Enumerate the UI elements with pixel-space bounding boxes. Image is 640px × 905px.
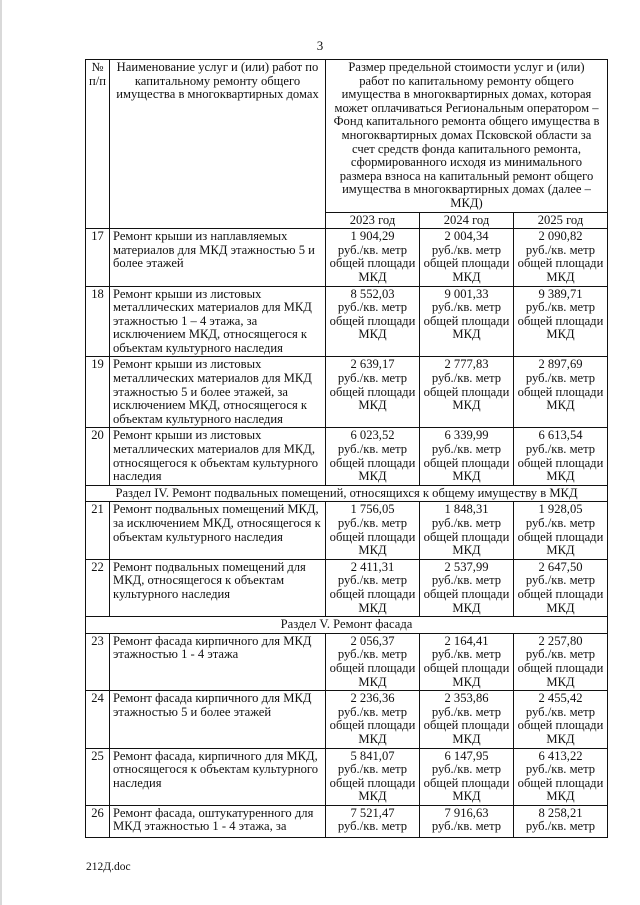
header-year: 2023 год <box>326 212 420 229</box>
section-row <box>86 485 608 502</box>
row-number: 26 <box>86 805 110 837</box>
price-unit: руб./кв. метр общей площади МКД <box>329 516 416 558</box>
work-name: Ремонт крыши из наплавляемых материалов для МКД этажностью 5 и более этажей <box>110 229 326 286</box>
price-unit: руб./кв. метр общей площади МКД <box>329 371 416 413</box>
price-value: 1 756,05 <box>350 502 395 517</box>
price-cell <box>420 428 514 485</box>
header-year: 2024 год <box>420 212 514 229</box>
price-cell <box>326 357 420 428</box>
price-unit: руб./кв. метр общей площади МКД <box>423 704 510 746</box>
price-unit: руб./кв. метр общей площади МКД <box>329 242 416 284</box>
price-cell <box>514 229 608 286</box>
price-value: 6 339,99 <box>444 428 489 443</box>
price-value: 6 413,22 <box>538 748 583 763</box>
price-value: 9 389,71 <box>538 286 583 301</box>
price-unit: руб./кв. метр общей площади МКД <box>517 573 604 615</box>
price-value: 2 164,41 <box>444 633 489 648</box>
price-value: 2 537,99 <box>444 559 489 574</box>
work-name: Ремонт крыши из листовых металлических материалов для МКД, относящегося к объектам культурного наследия <box>110 428 326 485</box>
row-number: 21 <box>86 502 110 559</box>
price-cell <box>420 559 514 616</box>
price-value: 2 353,86 <box>444 691 489 706</box>
work-name: Ремонт подвальных помещений для МКД, относящегося к объектам культурного наследия <box>110 559 326 616</box>
price-unit: руб./кв. метр общей площади МКД <box>517 371 604 413</box>
row-number: 23 <box>86 633 110 690</box>
price-value: 1 848,31 <box>444 502 489 517</box>
price-value: 2 056,37 <box>350 633 395 648</box>
price-value: 1 904,29 <box>350 229 395 244</box>
price-value: 1 928,05 <box>538 502 583 517</box>
price-unit: руб./кв. метр общей площади МКД <box>517 442 604 484</box>
table-row <box>86 502 608 559</box>
price-value: 2 777,83 <box>444 357 489 372</box>
scan-edge <box>0 0 2 905</box>
price-cell <box>514 502 608 559</box>
price-unit: руб./кв. метр общей площади МКД <box>517 647 604 689</box>
row-number: 25 <box>86 748 110 805</box>
price-unit: руб./кв. метр <box>431 819 502 834</box>
price-value: 2 455,42 <box>538 691 583 706</box>
price-cell <box>326 428 420 485</box>
price-cell <box>326 805 420 837</box>
row-number: 19 <box>86 357 110 428</box>
price-cell <box>326 748 420 805</box>
price-unit: руб./кв. метр общей площади МКД <box>517 242 604 284</box>
table-row <box>86 357 608 428</box>
price-value: 6 023,52 <box>350 428 395 443</box>
price-unit: руб./кв. метр общей площади МКД <box>517 300 604 342</box>
row-number: 18 <box>86 286 110 357</box>
price-unit: руб./кв. метр общей площади МКД <box>423 762 510 804</box>
price-cell <box>514 428 608 485</box>
work-name: Ремонт подвальных помещений МКД, за исключением МКД, относящегося к объектам культурного наследия <box>110 502 326 559</box>
price-value: 8 552,03 <box>350 286 395 301</box>
price-cell <box>420 502 514 559</box>
table-row <box>86 691 608 748</box>
price-cell <box>420 805 514 837</box>
cost-table <box>85 59 608 838</box>
row-number: 20 <box>86 428 110 485</box>
price-value: 2 004,34 <box>444 229 489 244</box>
price-cell <box>420 633 514 690</box>
price-cell <box>514 286 608 357</box>
header-num <box>86 60 110 229</box>
price-cell <box>326 502 420 559</box>
row-number: 24 <box>86 691 110 748</box>
price-value: 5 841,07 <box>350 748 395 763</box>
price-cell <box>514 691 608 748</box>
price-cell <box>514 559 608 616</box>
price-unit: руб./кв. метр <box>525 819 596 834</box>
header-num-line: п/п <box>89 73 106 88</box>
work-name: Ремонт фасада кирпичного для МКД этажностью 1 - 4 этажа <box>110 633 326 690</box>
price-unit: руб./кв. метр общей площади МКД <box>423 300 510 342</box>
row-number: 22 <box>86 559 110 616</box>
table-row <box>86 805 608 837</box>
table-row <box>86 748 608 805</box>
header-num-line: № <box>91 60 104 74</box>
table-row <box>86 559 608 616</box>
footer-filename: 212Д.doc <box>86 861 131 873</box>
price-value: 2 639,17 <box>350 357 395 372</box>
price-unit: руб./кв. метр общей площади МКД <box>517 516 604 558</box>
table-header-row <box>86 60 608 213</box>
price-unit: руб./кв. метр общей площади МКД <box>423 647 510 689</box>
price-value: 2 647,50 <box>538 559 583 574</box>
header-cost: Размер предельной стоимости услуг и (или) работ по капитальному ремонту общего имущества в многоквартирных домах, которая может оплачиваться Региональным оператором – Фонд капитального ремонта общего имущества в многоквартирных домах Псковской области за счет средств фонда капитального ремонта, сформированного исходя из минимального размера взноса на капитальный ремонт общего имущества в многоквартирных домах (далее – МКД) <box>326 60 608 213</box>
price-value: 2 257,80 <box>538 633 583 648</box>
price-unit: руб./кв. метр общей площади МКД <box>517 704 604 746</box>
section-title: Раздел IV. Ремонт подвальных помещений, относящихся к общему имуществу в МКД <box>86 485 608 502</box>
price-cell <box>326 229 420 286</box>
price-value: 2 236,36 <box>350 691 395 706</box>
work-name: Ремонт крыши из листовых металлических материалов для МКД этажностью 1 – 4 этажа, за исключением МКД, относящегося к объектам культурного наследия <box>110 286 326 357</box>
price-cell <box>420 691 514 748</box>
table-row <box>86 428 608 485</box>
price-cell <box>420 357 514 428</box>
price-cell <box>420 229 514 286</box>
price-value: 2 897,69 <box>538 357 583 372</box>
work-name: Ремонт крыши из листовых металлических материалов для МКД этажностью 5 и более этажей, за исключением МКД, относящегося к объектам культурного наследия <box>110 357 326 428</box>
row-number: 17 <box>86 229 110 286</box>
price-unit: руб./кв. метр общей площади МКД <box>423 573 510 615</box>
price-cell <box>514 633 608 690</box>
price-unit: руб./кв. метр общей площади МКД <box>423 242 510 284</box>
price-unit: руб./кв. метр общей площади МКД <box>329 300 416 342</box>
price-value: 6 147,95 <box>444 748 489 763</box>
table-row <box>86 286 608 357</box>
price-unit: руб./кв. метр общей площади МКД <box>423 516 510 558</box>
price-cell <box>326 691 420 748</box>
page-number: 3 <box>316 38 324 53</box>
price-unit: руб./кв. метр общей площади МКД <box>329 573 416 615</box>
section-row <box>86 617 608 634</box>
price-unit: руб./кв. метр общей площади МКД <box>423 442 510 484</box>
price-cell <box>514 805 608 837</box>
price-unit: руб./кв. метр общей площади МКД <box>423 371 510 413</box>
price-value: 2 411,31 <box>350 559 395 574</box>
price-value: 9 001,33 <box>444 286 489 301</box>
price-value: 6 613,54 <box>538 428 583 443</box>
price-cell <box>326 559 420 616</box>
price-unit: руб./кв. метр общей площади МКД <box>329 762 416 804</box>
price-unit: руб./кв. метр <box>337 819 408 834</box>
price-cell <box>514 357 608 428</box>
work-name: Ремонт фасада, оштукатуренного для МКД этажностью 1 - 4 этажа, за <box>110 805 326 837</box>
work-name: Ремонт фасада, кирпичного для МКД, относящегося к объектам культурного наследия <box>110 748 326 805</box>
price-value: 8 258,21 <box>538 805 583 820</box>
price-cell <box>326 633 420 690</box>
price-unit: руб./кв. метр общей площади МКД <box>329 442 416 484</box>
section-title: Раздел V. Ремонт фасада <box>86 617 608 634</box>
price-cell <box>420 286 514 357</box>
price-value: 2 090,82 <box>538 229 583 244</box>
price-value: 7 916,63 <box>444 805 489 820</box>
price-cell <box>420 748 514 805</box>
price-unit: руб./кв. метр общей площади МКД <box>329 704 416 746</box>
price-unit: руб./кв. метр общей площади МКД <box>517 762 604 804</box>
header-year: 2025 год <box>514 212 608 229</box>
table-row <box>86 229 608 286</box>
table-row <box>86 633 608 690</box>
price-cell <box>326 286 420 357</box>
header-name: Наименование услуг и (или) работ по капитальному ремонту общего имущества в многоквартирных домах <box>110 60 326 229</box>
price-cell <box>514 748 608 805</box>
price-unit: руб./кв. метр общей площади МКД <box>329 647 416 689</box>
price-value: 7 521,47 <box>350 805 395 820</box>
work-name: Ремонт фасада кирпичного для МКД этажностью 5 и более этажей <box>110 691 326 748</box>
